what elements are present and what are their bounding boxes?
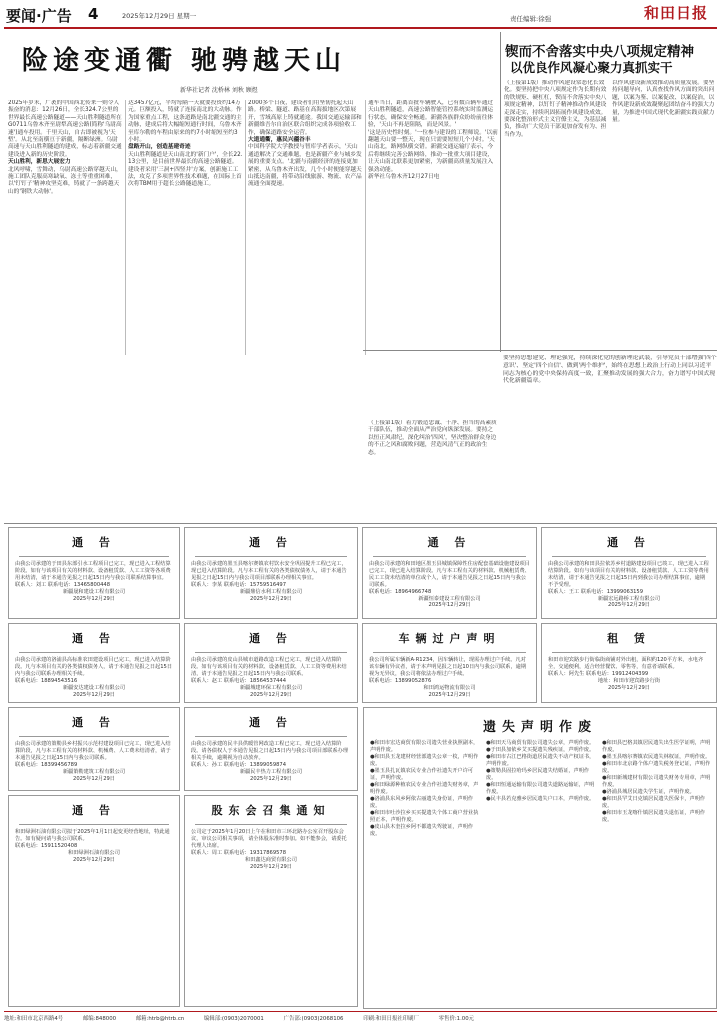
ad-vehicle-transfer xyxy=(362,623,537,703)
section-divider xyxy=(500,32,501,352)
footer-post: 邮编:848000 xyxy=(82,1016,117,1022)
ad-body: 由我公司承建的于田县东部引水工程项目已完工，现已进入工程结算阶段。如有与该项目有关的材料款、设备租赁款、人工工资等各项费用未结清，请于本通告见报之日起15日内与我公司联系结算事宜。 xyxy=(15,561,171,581)
ad-body: 由我公司承建的皮山县城市道路改造工程已完工，现已进入结算阶段。如有与该项目有关的材料款、设备租赁款、人工工资等费用未结清，请于本通告见报之日起15日内与我公司联系。 xyxy=(191,657,347,677)
continuation-text-2: 要坚持思想建党、理论强党，持续深化党的创新理论武装，引导党员干部增强'四个意识'、坚定'四个自信'、做到'两个维护'，始终在思想上政治上行动上同以习近平同志为核心的党中央保持高度一致，汇聚推动发展的强大合力，奋力谱写中国式现代化新疆篇章。 xyxy=(503,355,717,385)
main-col-4-text: 通车当日，距离首批车辆驶入，已有数百辆车通过天山胜利隧道，高速公路智能管控系统实时监测运行状态，确保安全畅通。新疆各族群众纷纷前往体验，'天山不再是阻隔，而是风景。' xyxy=(368,100,494,129)
ad-date: 2025年12月29日 xyxy=(608,602,650,609)
ad-title: 通 告 xyxy=(427,536,472,549)
ad-rule xyxy=(552,556,706,557)
newspaper-logo: 和田日报 xyxy=(644,4,709,22)
right-col-2 xyxy=(612,80,716,348)
ad-notice-7 xyxy=(8,707,180,791)
ad-title: 通 告 xyxy=(72,632,116,645)
lost-col-3 xyxy=(602,740,712,824)
ad-title: 通 告 xyxy=(72,536,116,549)
ad-lease xyxy=(541,623,717,703)
ad-body: 和田绿洲石油有限公司拟于2025年1月1日起变更经营地址，特此通告。如有疑问请与我公司联系。 xyxy=(15,829,170,842)
lost-item: ●和田市北京路个体户遗失税务登记证，声明作废。 xyxy=(602,761,711,774)
ad-company: 新疆宏远路桥工程有限公司 xyxy=(597,595,661,602)
ad-date: 2025年12月29日 xyxy=(73,856,115,863)
right-col-2-text: 以作风建设新成效推动高质量发展。要坚持问题导向，认真查找作风方面的突出问题，以案为鉴、以案促改、以案促治，以作风建设新成效凝聚起团结奋斗的强大力量，为推进中国式现代化新疆实践贡献力量。 xyxy=(612,80,715,124)
lost-col-2 xyxy=(486,740,596,803)
main-col-1 xyxy=(8,100,123,355)
main-col-1-text: 2025年岁末，广袤的中国西北传来一则令人振奋的消息：12月26日，全长324.7公里的世界最长高速公路隧道——天山胜利隧道所在G0711乌鲁木齐至尉犁高速公路(简称'乌尉高速')通车投用。千里天山，自古即被视为'天堑'。从北至南横亘于新疆，隔断绿洲。乌尉高速与天山胜利隧道的建成，标志着新疆交通建设进入新的历史阶段。 xyxy=(8,100,122,158)
ad-date: 2025年12月29日 xyxy=(250,775,292,782)
column-divider xyxy=(245,100,246,355)
main-col-1b-text: 北风呼啸，雪舞动，乌尉高速公路穿越天山，施工团队克服高寒缺氧、冻土等重重困难，以'钉钉子'精神攻坚克难，铸就了一条跨越天山的'钢铁大动脉'。 xyxy=(8,166,122,195)
right-col-1 xyxy=(504,80,608,348)
main-dateline: 新华社乌鲁木齐12月27日电 xyxy=(368,174,440,181)
footer-price: 零售价:1.00元 xyxy=(438,1016,475,1022)
ad-contact: 联系人：孙工 联系电话：13899059874 xyxy=(191,761,287,768)
main-subhead-2: 盘路开山，创造基建奇迹 xyxy=(128,144,191,151)
ad-date: 2025年12月29日 xyxy=(608,684,650,691)
ad-date: 2025年12月29日 xyxy=(250,691,292,698)
main-col-2 xyxy=(128,100,243,355)
footer-print: 印刷:和田日报社印刷厂 xyxy=(363,1016,419,1022)
ad-company: 新疆恒泰建设工程有限公司 xyxy=(418,595,481,602)
ad-company: 和田鑫达商贸有限公司 xyxy=(245,856,297,863)
ad-date: 2025年12月29日 xyxy=(73,595,115,602)
ad-contact: 联系人：刘工 联系电话：13465800448 xyxy=(15,581,111,588)
ad-date: 2025年12月29日 xyxy=(428,691,471,698)
ad-body: 由我公司承建的墨玉县喀尔赛镇农村饮水安全巩固提升工程已完工，现已进入结算阶段。凡与本工程有关的各类债权债务人，请于本通告见报之日起15日内与我公司项目部联系办理相关事宜。 xyxy=(191,561,347,581)
main-col-2b-text: 天山胜利隧道是天山南北的'新门户'，全长22.13公里，是目前世界最长的高速公路隧道。建设者采用'三洞+四竖井'方案，创新施工工法，攻克了多项世界性技术难题，在国际上首次将TBM用于超长公路隧道施工。 xyxy=(128,151,243,188)
issue-date: 2025年12月29日 星期一 xyxy=(122,12,197,20)
ad-contact: 联系人：李某 联系电话：15759516497 xyxy=(191,581,287,588)
ad-contact: 联系人：赵工 联系电话：18564537444 xyxy=(191,677,287,684)
continuation-rule xyxy=(363,350,717,351)
ad-title: 通 告 xyxy=(249,632,293,645)
ad-title: 车辆过户声明 xyxy=(398,632,501,645)
ad-rule xyxy=(552,652,706,653)
header-rule xyxy=(4,27,717,29)
ad-rule xyxy=(373,556,526,557)
ad-notice-3 xyxy=(362,527,537,619)
main-col-3-text: 2000多个日夜，建设者们用坚韧托起天山路。桥梁、隧道、路基在高海拔地区次第展开，雪域高原上铸就通途。我国交通运输部和新疆维吾尔自治区联合组织完成各项验收工作，确保道路安全运营。 xyxy=(248,100,362,136)
ad-notice-8 xyxy=(184,707,358,791)
main-subhead-1: 天山胜利，新思大展宏力 xyxy=(8,159,71,166)
ad-title: 股东会召集通知 xyxy=(211,804,331,817)
lost-item: ●和田县玉龙建材经营部遗失公章一枚，声明作废。 xyxy=(370,754,479,767)
lost-notice-block xyxy=(363,707,717,1009)
main-col-3 xyxy=(248,100,363,355)
lost-item: ●墨玉县喀尔赛镇农民遗失林权证，声明作废。 xyxy=(602,754,711,760)
ad-body: 由我公司承建的和田县拉依苏乡村道路建设项目已竣工，现已进入工程结算阶段。如有与该项目有关的材料款、设备租赁款、人工工资等费用未结清，请于本通告见报之日起15日内到我公司办理结算事宜，逾期不予受理。 xyxy=(548,561,709,588)
lost-col-1 xyxy=(370,740,480,838)
ad-body: 由我公司承建的和田地区墨玉县城镇保障性住房配套基础设施建设项目已完工，现已进入结算阶段。凡与本工程有关的材料款、机械租赁费、民工工资未结清的单位或个人，请于本通告见报之日起15日内与我公司联系。 xyxy=(369,561,530,588)
ad-rule xyxy=(195,556,347,557)
ad-notice-2 xyxy=(184,527,358,619)
lost-notice-title: 遗失声明作废 xyxy=(482,720,597,735)
editor-credit: 责任编辑:徐强 xyxy=(510,15,552,23)
ad-body: 和田市迎宾路步行街临街商铺对外出租，面积约120平方米，水电齐全，交通便利，适合经营餐饮、零售等，有意者请联系。 xyxy=(548,657,704,670)
lost-item: ●洛浦县东风乡阿依古丽遗失身份证，声明作废。 xyxy=(370,796,474,809)
page-header xyxy=(4,2,717,28)
lost-item: ●和田天马商贸有限公司遗失公章，声明作废。 xyxy=(486,740,595,746)
ad-company: 和田绿洲石油有限公司 xyxy=(68,849,120,856)
ad-notice-6 xyxy=(184,623,358,703)
ad-notice-9 xyxy=(8,795,180,1007)
ad-body: 由我公司承建的策勒县乡村振兴示范村建设项目已完工，现已进入结算阶段，凡与本工程有关的材料款、机械费、人工费未结清者，请于本通告见报之日起15日内与我公司联系。 xyxy=(15,741,171,761)
ad-contact: 联系电话：18964966748 xyxy=(369,588,432,595)
ad-title: 租 赁 xyxy=(607,632,651,645)
ad-title: 通 告 xyxy=(72,804,116,817)
ad-company: 新疆策勒建筑工程有限公司 xyxy=(62,768,126,775)
ad-company: 地址：和田市迎宾路步行街 xyxy=(597,677,661,684)
ad-body: 我公司所属车辆新A·R1234，因车辆转让，现需办理过户手续。凡对该车辆有异议者，请于本声明见报之日起10日内与我公司联系，逾期视为无异议，我公司将依法办理过户手续。 xyxy=(369,657,527,677)
ad-body: 由我公司承建的洛浦县高标准农田建设项目已完工，现已进入结算阶段。凡与本项目有关的各类债权债务人，请于本通告见报之日起15日内与我公司联系办理相关手续。 xyxy=(15,657,173,677)
main-col-4b-text: '这是历史性时刻。'一位参与建设的工程师说。'以前翻越天山要一整天，现在只需要短短几个小时。'天山南北，路网纵横交错。新疆交通运输厅表示，今后将继续完善公路网络，推动一批重大项目建设，让天山南北联系更加紧密，为新疆高质量发展注入强劲动能。 xyxy=(368,129,498,173)
main-byline: 新华社记者 沈桥林 刘秋 顾煜 xyxy=(180,87,258,94)
lost-item: ●和田市古江巴格街道居民遗失不动产权证书，声明作废。 xyxy=(486,754,595,767)
ad-rule xyxy=(19,736,169,737)
ad-contact: 联系电话：18399456789 xyxy=(15,761,78,768)
lost-item: ●皮山县木奎拉乡阿不都遗失驾驶证，声明作废。 xyxy=(370,824,474,837)
ad-company: 新疆晟和建设工程有限公司 xyxy=(62,588,126,595)
ad-rule xyxy=(195,824,347,825)
main-subhead-3: 大道通衢，惠民兴疆谷丰 xyxy=(248,137,311,144)
right-col-1-text: （上接第1版）推动作风建设常态化长效化。要坚持把中央八项规定作为长期有效的铁规矩、硬杠杠，锲而不舍落实中央八项规定精神，以钉钉子精神推动作风建设走深走实，持续巩固拓展作风建设成效。要深化整治形式主义官僚主义，为基层减负，推动广大党员干部更加奋发有为、担当作为。 xyxy=(504,80,607,138)
continuation-col-right xyxy=(503,355,717,520)
continuation-text-1: （上接第1版）着力锻造忠诚、干净、担当的高素质干部队伍，推动全面从严治党向纵深发展。要持之以恒正风肃纪，深化纠治'四风'，坚决整治群众身边的不正之风和腐败问题，营造风清气正的政治生态。 xyxy=(368,420,497,456)
ad-rule xyxy=(19,556,169,557)
lost-item: ●民丰县若克雅乡居民遗失户口本，声明作废。 xyxy=(486,796,595,802)
ad-company: 新疆安达建设工程有限公司 xyxy=(62,684,126,691)
ad-company: 新疆鼎信水利工程有限公司 xyxy=(239,588,303,595)
ad-contact: 联系人：王工 联系电话：13999063159 xyxy=(548,588,644,595)
section-title: 要闻·广告 xyxy=(6,7,72,25)
main-headline: 险途变通衢 驰骋越天山 xyxy=(22,46,347,76)
lost-item: ●墨玉县扎瓦镇农民专业合作社遗失开户许可证，声明作废。 xyxy=(370,768,474,781)
ad-title: 通 告 xyxy=(249,716,293,729)
main-col-4 xyxy=(368,100,498,355)
lost-item: ●和田绿源种植农民专业合作社遗失财务章，声明作废。 xyxy=(370,782,479,795)
ad-contact: 联系人：阿先生 联系电话：19912404399 xyxy=(548,670,649,677)
ad-notice-1 xyxy=(8,527,180,619)
column-divider xyxy=(365,100,366,355)
ad-body: 由我公司承建的民丰县供暖管网改造工程已完工，现已进入结算阶段。请各债权人于本通告见报之日起15日内与我公司项目部联系办理相关手续，逾期视为自动放弃。 xyxy=(191,741,349,761)
ad-rule xyxy=(195,736,347,737)
lost-item: ●和田市玉龙喀什镇居民遗失退伍证，声明作废。 xyxy=(602,810,706,823)
ad-rule xyxy=(19,824,169,825)
footer-phone: 编辑部:(0903)2070001 xyxy=(203,1016,264,1022)
ad-company: 新疆城建环保工程有限公司 xyxy=(239,684,303,691)
ad-company: 新疆民丰热力工程有限公司 xyxy=(239,768,303,775)
main-col-2-text: 达3457亿元，平均每隔一天就要投资约14万元。巨额投入，铸就了连接南北的大动脉。作为国家重点工程，这条道路是南北疆交通的主动脉，建成后将大幅缩短通行时间，乌鲁木齐至库尔勒的车程由原来的约7小时缩短至约3小时。 xyxy=(128,100,242,144)
footer-email: 邮箱:htrb@htrb.cn xyxy=(135,1016,185,1022)
ad-rule xyxy=(195,652,347,653)
ad-company: 和田鸿运物流有限公司 xyxy=(423,684,476,691)
main-col-3b-text: 中国科学院大学教授与智库学者表示，'天山通道解决了交通难题，也是新疆产业与城乡发展的重要支点。'北疆与南疆经济的连接更加紧密，从乌鲁木齐出发，几个小时便能穿越天山抵达南疆，将带动沿线旅游、物流、农产品流通全面提速。 xyxy=(248,144,362,188)
lost-item: ●和田县罕艾日克镇居民遗失医保卡，声明作废。 xyxy=(602,796,706,809)
ad-title: 通 告 xyxy=(72,716,116,729)
lost-item: ●和田市宏达商贸有限公司遗失营业执照副本，声明作废。 xyxy=(370,740,479,753)
ad-contact: 联系人：周工 联系电话：19317869578 xyxy=(191,849,287,856)
ad-rule xyxy=(373,652,526,653)
ad-body: 公司定于2025年1月20日上午在和田市三环北路办公室召开股东会议，审议公司相关事项，请全体股东准时参加。如不能参会，请委托代理人出席。 xyxy=(191,829,347,849)
ad-notice-5 xyxy=(8,623,180,703)
footer-address: 地址:和田市北京西路4号 xyxy=(4,1016,64,1022)
footer-ads-phone: 广告部:(0903)2068106 xyxy=(283,1016,344,1022)
page-footer xyxy=(4,1011,717,1023)
lost-item: ●和田县巴格其镇居民遗失出生医学证明，声明作废。 xyxy=(602,740,711,753)
ad-title: 通 告 xyxy=(607,536,651,549)
ad-date: 2025年12月29日 xyxy=(250,595,292,602)
lost-item: ●策勒县固拉哈玛乡居民遗失结婚证，声明作废。 xyxy=(486,768,590,781)
lost-item: ●于田县加依乡艾买提遗失残疾证，声明作废。 xyxy=(486,747,595,753)
ad-shareholder-meeting xyxy=(184,795,358,1007)
ad-date: 2025年12月29日 xyxy=(428,602,471,609)
page-number: 4 xyxy=(88,5,99,23)
lost-item: ●和田市吐沙拉乡买买提遗失个体工商户营业执照正本，声明作废。 xyxy=(370,810,479,823)
continuation-col-left xyxy=(368,420,498,520)
ads-top-rule xyxy=(4,523,717,524)
ad-date: 2025年12月29日 xyxy=(250,863,292,870)
ad-date: 2025年12月29日 xyxy=(73,691,115,698)
ad-contact: 联系电话：15911520408 xyxy=(15,842,78,849)
ad-contact: 联系电话：18894543516 xyxy=(15,677,78,684)
lost-item: ●洛浦县城居民遗失学生证，声明作废。 xyxy=(602,789,695,795)
ad-title: 通 告 xyxy=(249,536,293,549)
column-divider xyxy=(125,100,126,355)
ad-notice-4 xyxy=(541,527,717,619)
lost-item: ●和田新城建材有限公司遗失财务专用章，声明作废。 xyxy=(602,775,711,788)
ad-contact: 联系电话：13899052876 xyxy=(369,677,432,684)
right-headline-1: 锲而不舍落实中央八项规定精神 xyxy=(505,44,694,60)
ad-date: 2025年12月29日 xyxy=(73,775,115,782)
right-headline-2: 以优良作风凝心聚力真抓实干 xyxy=(510,60,673,75)
lost-item: ●和田恒通运输有限公司遗失道路运输证，声明作废。 xyxy=(486,782,595,795)
ad-rule xyxy=(19,652,169,653)
